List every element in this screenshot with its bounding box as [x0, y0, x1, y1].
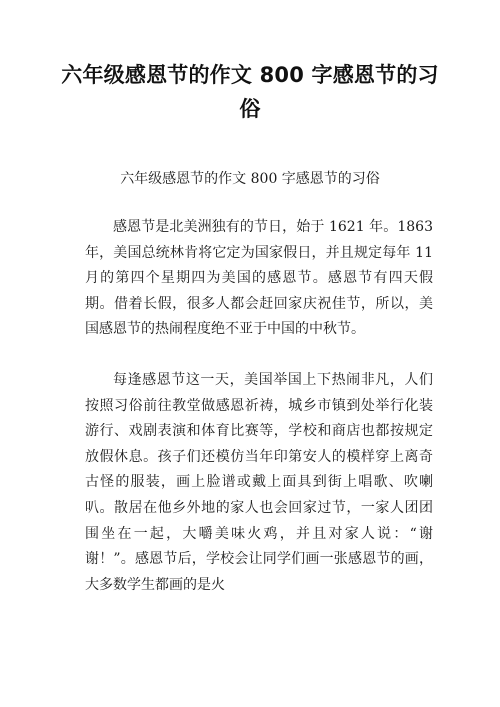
document-title: 六年级感恩节的作文 800 字感恩节的习俗	[61, 63, 439, 121]
paragraph: 每逢感恩节这一天，美国举国上下热闹非凡，人们按照习俗前往教堂做感恩祈祷，城乡市镇到处举行化装游行、戏剧表演和体育比赛等，学校和商店也都按规定放假休息。孩子们还模仿当年印第安人的模样穿上离奇古怪的服装，画上脸谱或戴上面具到街上唱歌、吹喇叭。散居在他乡外地的家人也会回家过节，一家人团团围坐在一起，大嚼美味火鸡，并且对家人说：“谢谢！”。感恩节后，学校会让同学们画一张感恩节的画，大多数学生都画的是火	[85, 371, 433, 593]
document-subtitle: 六年级感恩节的作文 800 字感恩节的习俗	[120, 171, 380, 187]
paragraph: 感恩节是北美洲独有的节日，始于 1621 年。1863 年，美国总统林肯将它定为国家假日，并且规定每年 11 月的第四个星期四为美国的感恩节。感恩节有四天假期。借着长假，很多人都会赶回家庆祝佳节，所以，美国感恩节的热闹程度绝不亚于中国的中秋节。	[85, 219, 433, 338]
document-body	[85, 215, 433, 623]
